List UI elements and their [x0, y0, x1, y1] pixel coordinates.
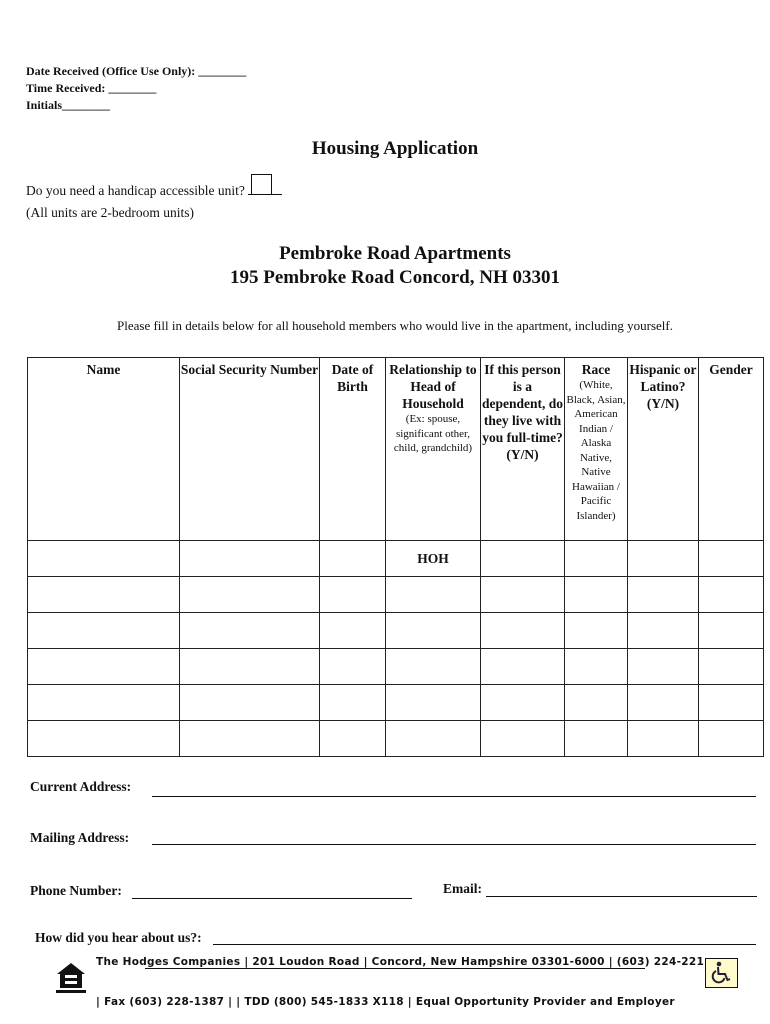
table-cell[interactable]	[699, 685, 764, 721]
table-cell[interactable]	[699, 721, 764, 757]
table-cell[interactable]	[320, 649, 386, 685]
col-header-dob: Date of Birth	[320, 358, 386, 541]
table-cell[interactable]	[481, 721, 565, 757]
office-use-block	[26, 63, 246, 114]
table-cell[interactable]	[180, 721, 320, 757]
table-cell[interactable]	[180, 685, 320, 721]
page-title: Housing Application	[311, 138, 479, 159]
table-row	[28, 649, 764, 685]
date-received-label: Date Received (Office Use Only): ________	[26, 64, 247, 78]
table-cell[interactable]	[628, 577, 699, 613]
current-address-field[interactable]	[152, 795, 756, 797]
table-cell[interactable]	[699, 649, 764, 685]
handicap-question-row	[26, 180, 282, 199]
mailing-address-label: Mailing Address:	[30, 830, 130, 845]
table-cell[interactable]	[565, 685, 628, 721]
col-header-ssn: Social Security Number	[180, 358, 320, 541]
table-cell[interactable]	[28, 541, 180, 577]
table-cell[interactable]	[565, 721, 628, 757]
table-cell[interactable]	[699, 577, 764, 613]
table-row	[28, 685, 764, 721]
table-cell[interactable]	[628, 613, 699, 649]
table-cell[interactable]	[565, 541, 628, 577]
table-cell[interactable]	[28, 649, 180, 685]
how-heard-field[interactable]	[213, 943, 756, 945]
units-note: (All units are 2-bedroom units)	[26, 205, 194, 220]
table-cell[interactable]	[481, 577, 565, 613]
table-row	[28, 613, 764, 649]
property-heading	[0, 242, 770, 290]
col-header-race: Race (White, Black, Asian, American Indian / Alaska Native, Native Hawaiian / Pacific Islander)	[565, 358, 628, 541]
household-members-table	[27, 357, 764, 757]
property-address: 195 Pembroke Road Concord, NH 03301	[229, 267, 561, 288]
table-cell[interactable]	[320, 613, 386, 649]
table-cell[interactable]	[386, 649, 481, 685]
col-header-hispanic: Hispanic or Latino? (Y/N)	[628, 358, 699, 541]
table-cell[interactable]	[320, 577, 386, 613]
table-cell[interactable]	[565, 577, 628, 613]
wheelchair-icon	[705, 958, 738, 988]
table-cell[interactable]	[386, 685, 481, 721]
table-cell[interactable]	[28, 577, 180, 613]
table-cell[interactable]	[28, 613, 180, 649]
table-cell[interactable]	[481, 613, 565, 649]
table-row	[28, 541, 764, 577]
table-cell[interactable]	[628, 541, 699, 577]
current-address-label: Current Address:	[30, 779, 132, 794]
initials-label: Initials________	[26, 98, 111, 112]
instructions: Please fill in details below for all household members who would live in the apartment, including yourself.	[117, 318, 673, 333]
phone-number-label: Phone Number:	[30, 883, 122, 898]
col-header-name: Name	[28, 358, 180, 541]
table-cell[interactable]	[565, 613, 628, 649]
handicap-question: Do you need a handicap accessible unit?	[26, 183, 245, 198]
equal-housing-icon	[56, 962, 86, 994]
handicap-checkbox[interactable]	[251, 174, 272, 195]
table-cell[interactable]	[628, 721, 699, 757]
phone-number-field[interactable]	[132, 897, 412, 899]
table-cell[interactable]	[481, 685, 565, 721]
table-cell[interactable]	[386, 721, 481, 757]
email-label: Email:	[443, 881, 482, 896]
table-cell[interactable]	[386, 613, 481, 649]
email-field[interactable]	[486, 895, 757, 897]
how-heard-label: How did you hear about us?:	[35, 930, 202, 945]
col-header-relationship: Relationship to Head of Household (Ex: spouse, significant other, child, grandchild)	[386, 358, 481, 541]
table-cell[interactable]	[180, 649, 320, 685]
table-cell[interactable]	[628, 685, 699, 721]
mailing-address-field[interactable]	[152, 843, 756, 845]
time-received-label: Time Received: ________	[26, 81, 157, 95]
col-header-gender: Gender	[699, 358, 764, 541]
footer-contact-line: The Hodges Companies | 201 Loudon Road | Concord, New Hampshire 03301-6000 | (603) 224-221	[96, 956, 705, 968]
table-cell[interactable]	[180, 541, 320, 577]
handicap-answer-blank[interactable]	[248, 180, 282, 195]
hoh-cell: HOH	[386, 541, 481, 577]
table-header-row	[28, 358, 764, 541]
table-cell[interactable]	[481, 649, 565, 685]
table-cell[interactable]	[320, 721, 386, 757]
table-cell[interactable]	[28, 721, 180, 757]
table-cell[interactable]	[320, 685, 386, 721]
table-cell[interactable]	[180, 613, 320, 649]
table-cell[interactable]	[180, 577, 320, 613]
table-cell[interactable]	[28, 685, 180, 721]
footer-rule	[145, 968, 645, 969]
table-cell[interactable]	[386, 577, 481, 613]
table-cell[interactable]	[565, 649, 628, 685]
table-row	[28, 577, 764, 613]
table-cell[interactable]	[320, 541, 386, 577]
table-cell[interactable]	[628, 649, 699, 685]
table-cell[interactable]	[699, 613, 764, 649]
table-cell[interactable]	[699, 541, 764, 577]
table-row	[28, 721, 764, 757]
footer-contact-line-2: | Fax (603) 228-1387 | | TDD (800) 545-1833 X118 | Equal Opportunity Provider and Employer	[96, 996, 675, 1008]
table-cell[interactable]	[481, 541, 565, 577]
property-name: Pembroke Road Apartments	[279, 243, 511, 264]
col-header-dependent: If this person is a dependent, do they live with you full-time? (Y/N)	[481, 358, 565, 541]
